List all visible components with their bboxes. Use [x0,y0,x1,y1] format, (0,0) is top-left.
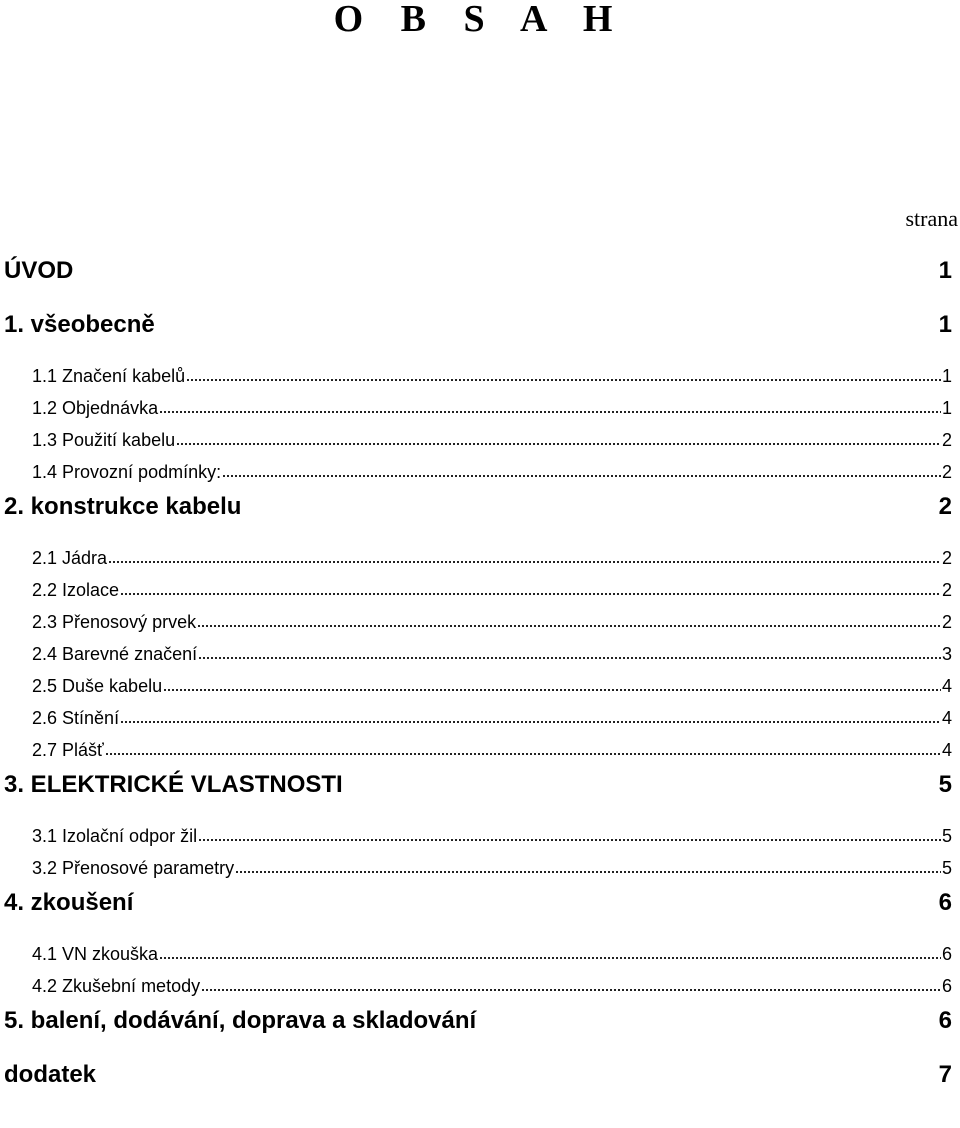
toc-page-number: 2 [941,580,952,600]
toc-page-number: 1 [938,257,952,284]
toc-page-number: 4 [941,676,952,696]
toc-section-entry[interactable] [0,426,952,458]
dot-leader [176,440,941,446]
toc-section-entry[interactable] [0,736,952,768]
toc-section-entry[interactable] [0,822,952,854]
dot-leader [108,558,941,564]
toc-entry-label: 4. zkoušení [4,889,134,916]
toc-entry-label: 1.1 Značení kabelů [32,366,186,386]
toc-page-number: 5 [938,771,952,798]
toc-section-entry[interactable] [0,362,952,394]
toc-entry-label: 2.3 Přenosový prvek [32,612,197,632]
toc-entry-label: 1. všeobecně [4,311,155,338]
toc-page-number: 7 [938,1061,952,1088]
toc-page-number: 6 [938,889,952,916]
toc-page-number: 2 [941,462,952,482]
dot-leader [120,718,941,724]
dot-leader [201,986,941,992]
dot-leader [159,408,941,414]
toc-entry-label: 1.2 Objednávka [32,398,159,418]
toc-page-number: 5 [941,826,952,846]
toc-chapter-entry[interactable] [0,768,952,822]
dot-leader [222,472,941,478]
toc-page-number: 2 [941,612,952,632]
dot-leader [159,954,941,960]
toc-page-number: 3 [941,644,952,664]
dot-leader [235,868,941,874]
toc-section-entry[interactable] [0,940,952,972]
toc-section-entry[interactable] [0,640,952,672]
dot-leader [186,376,941,382]
toc-entry-label: 3.2 Přenosové parametry [32,858,235,878]
toc-chapter-entry[interactable] [0,254,952,308]
dot-leader [198,836,941,842]
toc-entry-label: 4.2 Zkušební metody [32,976,201,996]
toc-page-number: 2 [938,493,952,520]
toc-chapter-entry[interactable] [0,886,952,940]
toc-entry-label: 2.1 Jádra [32,548,108,568]
toc-chapter-entry[interactable] [0,308,952,362]
toc-entry-label: 2.7 Plášť [32,740,104,760]
toc-entry-label: 2.2 Izolace [32,580,120,600]
toc-page-number: 2 [941,548,952,568]
toc-chapter-entry[interactable] [0,1004,952,1058]
document-title: O B S A H [333,0,627,40]
dot-leader [163,686,941,692]
toc-entry-label: 3.1 Izolační odpor žil [32,826,198,846]
toc-section-entry[interactable] [0,672,952,704]
dot-leader [105,750,941,756]
dot-leader [197,622,941,628]
toc-entry-label: 2.4 Barevné značení [32,644,198,664]
toc-entry-label: dodatek [4,1061,97,1088]
dot-leader [120,590,941,596]
toc-page-number: 1 [938,311,952,338]
toc-section-entry[interactable] [0,544,952,576]
toc-page-number: 6 [941,944,952,964]
toc-page-number: 6 [938,1007,952,1034]
toc-chapter-entry[interactable] [0,1058,952,1098]
toc-page-number: 1 [941,366,952,386]
table-of-contents [0,254,952,1098]
toc-section-entry[interactable] [0,576,952,608]
toc-section-entry[interactable] [0,854,952,886]
toc-chapter-entry[interactable] [0,490,952,544]
toc-entry-label: 2. konstrukce kabelu [4,493,242,520]
toc-page-number: 6 [941,976,952,996]
toc-section-entry[interactable] [0,704,952,736]
toc-section-entry[interactable] [0,972,952,1004]
toc-page-number: 1 [941,398,952,418]
toc-page-number: 4 [941,708,952,728]
toc-entry-label: 4.1 VN zkouška [32,944,159,964]
toc-section-entry[interactable] [0,608,952,640]
toc-entry-label: 3. ELEKTRICKÉ VLASTNOSTI [4,771,343,798]
toc-entry-label: ÚVOD [4,257,74,284]
toc-entry-label: 5. balení, dodávání, doprava a skladování [4,1007,477,1034]
toc-page-number: 4 [941,740,952,760]
toc-entry-label: 2.6 Stínění [32,708,120,728]
page-column-label: strana [905,206,958,231]
toc-entry-label: 1.3 Použití kabelu [32,430,176,450]
toc-page-number: 5 [941,858,952,878]
toc-page-number: 2 [941,430,952,450]
toc-section-entry[interactable] [0,458,952,490]
toc-entry-label: 2.5 Duše kabelu [32,676,163,696]
toc-entry-label: 1.4 Provozní podmínky: [32,462,222,482]
dot-leader [198,654,941,660]
toc-section-entry[interactable] [0,394,952,426]
